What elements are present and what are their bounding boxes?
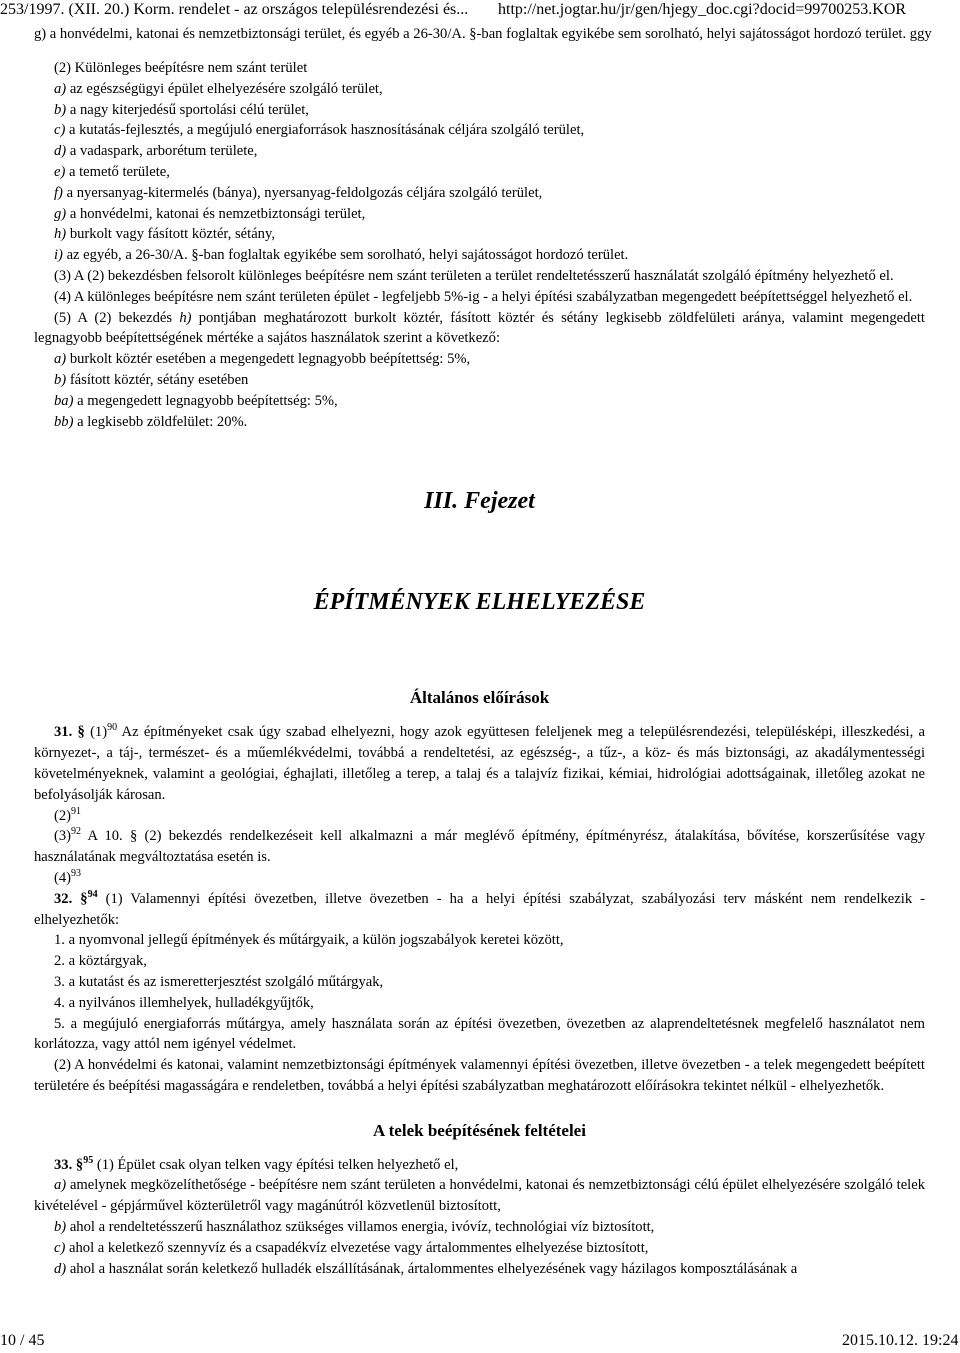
- chapter-title: ÉPÍTMÉNYEK ELHELYEZÉSE: [313, 589, 646, 616]
- list-item: g) a honvédelmi, katonai és nemzetbiztonsági terület,: [54, 205, 366, 222]
- list-item: h) burkolt vagy fásított köztér, sétány,: [54, 226, 275, 243]
- list-item: b) ahol a rendeltetésszerű használathoz szükséges villamos energia, ivóvíz, technológiai víz biztosított,: [54, 1219, 655, 1236]
- paragraph: 32. §$^{94}$ (1) Valamennyi építési övezetben, illetve övezetben - ha a helyi építési szabályzat, szabályozási terv másként nem rendelkezik - elhelyezhetők:: [34, 888, 926, 928]
- list-item: 3. a kutatást és az ismeretterjesztést szolgáló műtárgyak,: [54, 973, 384, 990]
- list-item: a) burkolt köztér esetében a megengedett legnagyobb beépítettség: 5%,: [54, 351, 471, 368]
- list-item: d) ahol a használat során keletkező hulladék elszállításának, ártalommentes elhelyezésének vagy házilagos komposztálásának a: [54, 1260, 798, 1277]
- paragraph: 33. §$^{95}$ (1) Épület csak olyan telken vagy építési telken helyezhető el,: [54, 1154, 459, 1173]
- paragraph: (2) A honvédelmi és katonai, valamint nemzetbiztonsági építmények valamennyi építési övezetben, illetve övezetben - a telek megengedett beépített területére és beépítési magasságára e rendeletben, továbbá a helyi építési szabályzatban meghatározott előírásokra tekintet nélkül - elhelyezhetők.: [34, 1057, 925, 1094]
- footnote-ref: 94: [87, 888, 98, 900]
- list-item: bb) a legkisebb zöldfelület: 20%.: [54, 413, 248, 430]
- list-item: 5. a megújuló energiaforrás műtárgya, amely használata során az építési övezetben, övezetben az alaprendeltetésnek megfelelő használatot nem korlátozza, vagy attól nem igényel védelmet.: [34, 1015, 925, 1053]
- section-subtitle: Általános előírások: [409, 688, 550, 708]
- paragraph: $(3)^{92}$ A 10. § (2) bekezdés rendelkezéseit kell alkalmazni a már meglévő építmény, építményrész, átalakítása, bővítése, korszerűsítése vagy használatának megváltoztatása esetén is.: [34, 826, 925, 866]
- page-footer: [0, 1330, 960, 1352]
- list-item: ba) a megengedett legnagyobb beépítettség: 5%,: [54, 392, 338, 409]
- section-number: 31. §: [54, 724, 85, 741]
- section-30-continued: [34, 58, 925, 432]
- list-item: b) fásított köztér, sétány esetében: [54, 371, 249, 388]
- section-subtitle: A telek beépítésének feltételei: [373, 1120, 586, 1140]
- list-item: a) az egészségügyi épület elhelyezésére szolgáló terület,: [54, 80, 383, 97]
- list-item: 1. a nyomvonal jellegű építmények és műtárgyaik, a külön jogszabályok keretei között,: [54, 932, 564, 949]
- paragraph: (2) Különleges beépítésre nem szánt terület: [54, 60, 308, 76]
- footnote-ref: 91: [71, 805, 82, 817]
- paragraph: $(4)^{93}$: [54, 867, 82, 886]
- section-33: [34, 1155, 925, 1280]
- footnote-ref: 93: [71, 867, 82, 879]
- section-32: [34, 889, 925, 1097]
- section-number: 32. §: [54, 890, 88, 907]
- list-item: 4. a nyilvános illemhelyek, hulladékgyűjtők,: [54, 994, 314, 1011]
- list-item: f) a nyersanyag-kitermelés (bánya), nyersanyag-feldolgozás céljára szolgáló terület,: [54, 184, 543, 201]
- page-number: 10 / 45: [0, 1332, 45, 1349]
- list-item: c) ahol a keletkező szennyvíz és a csapadékvíz elvezetése vagy ártalommentes elhelyezése biztosított,: [54, 1239, 649, 1256]
- paragraph: (4) A különleges beépítésre nem szánt területen épület - legfeljebb 5%-ig - a helyi építési szabályzatban megengedett beépítettséggel helyezhető el.: [54, 288, 913, 305]
- footnote-ref: 92: [71, 826, 82, 838]
- list-item: b) a nagy kiterjedésű sportolási célú terület,: [54, 101, 309, 118]
- header-url: http://net.jogtar.hu/jr/gen/hjegy_doc.cgi?docid=99700253.KOR: [498, 1, 907, 18]
- footnote-ref: 95: [83, 1154, 94, 1166]
- print-date: 2015.10.12. 19:24: [842, 1332, 959, 1349]
- list-item: e) a temető területe,: [54, 163, 170, 180]
- header-document-title: 253/1997. (XII. 20.) Korm. rendelet - az országos településrendezési és...: [0, 1, 469, 18]
- list-item: c) a kutatás-fejlesztés, a megújuló energiaforrások hasznosításának céljára szolgáló terület,: [54, 122, 585, 139]
- paragraph: 31. § $(1)^{90}$ Az építményeket csak úgy szabad elhelyezni, hogy azok együttesen feleljenek meg a településrendezési, településképi, illeszkedési, a környezet-, a táj-, természet- és a műemlékvédelmi, továbbá a rendeltetési, az egészség-, a tűz-, a köz- és más biztonsági, az akadálymentességi követelményeknek, valamint a geológiai, éghajlati, illetőleg a terep, a talaj és a talajvíz fizikai, kémiai, hidrológiai adottságainak, illetőleg azokat ne befolyásolják károsan.: [34, 722, 926, 803]
- list-item: i) az egyéb, a 26-30/A. §-ban foglaltak egyikébe sem sorolható, helyi sajátosságot hordozó terület.: [54, 247, 629, 264]
- section-number: 33. §: [54, 1156, 84, 1173]
- cut-off-line: g) a honvédelmi, katonai és nemzetbiztonsági terület, és egyéb a 26-30/A. §-ban foglaltak egyikébe sem sorolható, helyi sajátosságot hordozó terület. ggy: [34, 26, 932, 42]
- paragraph: (3) A (2) bekezdésben felsorolt különleges beépítésre nem szánt területen a terület rendeltetésszerű használatát szolgáló építmény helyezhető el.: [54, 267, 894, 284]
- page-header: [0, 0, 960, 20]
- section-31: [34, 722, 925, 888]
- document-body: [34, 26, 932, 1279]
- list-item: a) amelynek megközelíthetősége - beépítésre nem szánt területen a honvédelmi, katonai és nemzetbiztonsági célú épület elhelyezésére szolgáló telek kivételével - gépjárművel közterületről vagy magánútról közvetlenül biztosított,: [34, 1177, 925, 1215]
- footnote-ref: 90: [107, 722, 118, 734]
- chapter-heading: III. Fejezet: [424, 488, 535, 515]
- list-item: d) a vadaspark, arborétum területe,: [54, 143, 258, 160]
- paragraph: $(2)^{91}$: [54, 805, 82, 824]
- paragraph: (5) A (2) bekezdés h) pontjában meghatározott burkolt köztér, fásított köztér és sétány legkisebb zöldfelületi aránya, valamint megengedett legnagyobb beépítettségének mértéke a sajátos használatok szerint a következő:: [34, 309, 925, 347]
- list-item: 2. a köztárgyak,: [54, 953, 147, 970]
